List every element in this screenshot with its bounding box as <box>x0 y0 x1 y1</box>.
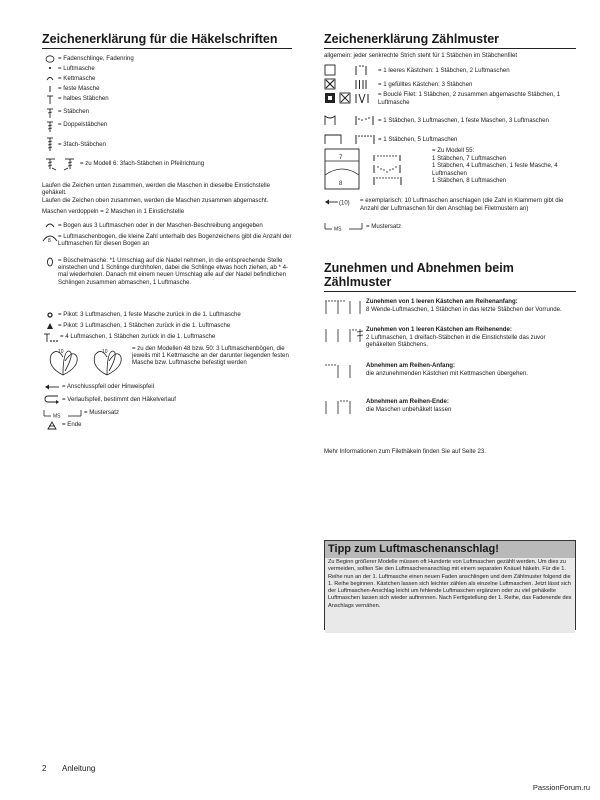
chart-key-row: = 1 Stäbchen, 5 Luftmaschen <box>324 131 576 147</box>
footer-label: Anleitung <box>62 764 96 773</box>
symbol-row: = feste Masche <box>42 85 292 95</box>
symbol-row: = Stäbchen <box>42 108 292 121</box>
tip-title: Tipp zum Luftmaschenanschlag! <box>325 541 575 558</box>
symbol-row: = Luftmasche <box>42 65 292 75</box>
symbol-row: = Kettmasche <box>42 75 292 85</box>
inc-dec-heading: Zunehmen und Abnehmen beim Zählmuster <box>324 261 576 292</box>
treble-icon <box>42 121 58 133</box>
svg-text:MS: MS <box>334 226 342 231</box>
chain-icon <box>42 65 58 71</box>
symbol-row: = halbes Stäbchen <box>42 95 292 108</box>
chart-key-row: (10) = exemplarisch: 10 Luftmaschen anschlagen (die Zahl in Klammern gibt die Anzahl der Luftmaschen für den Anschlag bei Filetmustern an) <box>324 197 576 219</box>
double-crochet-icon <box>42 108 58 119</box>
inc-end-icon <box>324 326 366 344</box>
page-number: 2 <box>42 764 47 773</box>
model55-icon <box>324 147 432 195</box>
symbol-row: 8 = Luftmaschenbogen, die kleine Zahl unterhalb des Bogenzeichens gibt die Anzahl der Luftmaschen für diesen Bogen an <box>42 233 292 257</box>
loops-10-icon <box>42 345 132 379</box>
right-column <box>324 32 576 456</box>
arc-8-icon <box>42 233 58 243</box>
symbol-row: = 4 Luftmaschen, 1 Stäbchen zurück in die 1. Luftmasche <box>42 333 292 345</box>
inc-dec-row: Zunehmen von 1 leeren Kästchen am Reihenende: 2 Luftmaschen, 1 dreifach-Stäbchen in die Einstichstelle das zuvor gehäkelten Stäbchens. <box>324 326 576 362</box>
symbol-row: = Ende <box>42 420 292 431</box>
pattern-repeat-icon <box>324 222 366 231</box>
puff-stitch-icon <box>42 257 58 267</box>
picot-icon <box>42 311 58 319</box>
half-double-icon <box>42 95 58 105</box>
chain-stitch-icon <box>42 333 60 343</box>
symbol-row: = Anschlusspfeil oder Hinweispfeil <box>42 381 292 393</box>
svg-text:8: 8 <box>48 237 51 243</box>
pattern-repeat-icon <box>42 409 84 418</box>
symbol-row: = zu Modell 6: 3fach-Stäbchen in Pfeilrichtung <box>42 154 292 174</box>
symbol-row: = Fadenschlinge, Fadenring <box>42 55 292 65</box>
symbol-row: = 3fach-Stäbchen <box>42 135 292 154</box>
filled-box-icon <box>324 78 378 90</box>
svg-text:10: 10 <box>58 348 64 355</box>
symbol-row: = Büschelmasche: *1 Umschlag auf die Nadel nehmen, in die entsprechende Stelle einstechen und 1 Schlinge durchholen, dabei die Schlinge etwas hoch ziehen, ab * 4-mal wiederholen. Danach mit einem neuen Umschlag alle auf der Nadel befindlichen Schlingen zusammen abmaschen, 1 Luftmasche. <box>42 257 292 311</box>
chart-key-row: = 1 gefülltes Kästchen: 3 Stäbchen <box>324 77 576 91</box>
chart-key-row: 7 8 = Zu Modell 55: 1 Stäbchen, 7 Luftmaschen 1 Stäbchen, 4 Luftmaschen, 1 feste Masche, 4 Luftmaschen 1 Stäbchen, 8 Luftmaschen <box>324 147 576 197</box>
wide-box-icon <box>324 133 378 145</box>
symbol-row: MS = Mustersatz <box>42 407 292 420</box>
tip-box <box>324 540 576 630</box>
para-text: Laufen die Zeichen oben zusammen, werden die Maschen zusammen abgemascht. <box>42 196 269 204</box>
left-column <box>42 32 292 431</box>
dec-end-icon <box>324 398 366 416</box>
direction-arrow-icon <box>42 394 62 406</box>
symbol-row: = Pikot: 3 Luftmaschen, 1 Stäbchen zurück in die 1. Luftmasche <box>42 322 292 333</box>
svg-text:7: 7 <box>339 155 343 162</box>
svg-text:MS: MS <box>53 413 61 418</box>
arc-icon <box>42 222 58 228</box>
loop-icon <box>42 55 58 63</box>
inc-start-icon <box>324 298 366 316</box>
inc-dec-row: Zunehmen von 1 leeren Kästchen am Reihenanfang: 8 Wende-Luftmaschen, 1 Stäbchen in das letzte Stäbchen der Vorrunde. <box>324 298 576 326</box>
inc-dec-row: Abnehmen am Reihen-Anfang: die anzunehmenden Kästchen mit Kettmaschen übergehen. <box>324 362 576 398</box>
chain-count-icon <box>324 197 360 207</box>
chart-key-row: = 1 Stäbchen, 3 Luftmaschen, 1 feste Maschen, 3 Luftmaschen <box>324 109 576 131</box>
symbol-row: = Pikot: 3 Luftmaschen, 1 feste Masche zurück in die 1. Luftmasche <box>42 311 292 322</box>
para-text: Laufen die Zeichen unten zusammen, werden die Maschen in dieselbe Einstichstelle gehäkelt. <box>42 182 270 197</box>
para-text: Maschen verdoppeln = 2 Maschen in 1 Einstichstelle <box>42 208 185 216</box>
more-info-text: Mehr Informationen zum Filethäkeln finden Sie auf Seite 23. <box>324 448 486 456</box>
end-icon <box>42 421 62 430</box>
boucle-box-icon <box>324 91 378 105</box>
picot-triangle-icon <box>42 322 58 330</box>
svg-text:8: 8 <box>339 181 343 188</box>
tip-body: Zu Beginn größerer Modelle müssen oft Hunderte von Luftmaschen gezählt werden. Um dies zu vermeiden, sollten Sie den Luftmaschenanschlag mit einem separaten Knäuel häkeln. Für die 1. Reihe nun an der 1. Luftmasche einen neuen Faden anschlingen und dem Zählmuster folgend die 1. Reihe beginnen. Kästchen lassen sich leichter zählen als einzelne Luftmaschen. Jetzt lässt sich der Luftmaschen-Anschlag leicht um fehlende Luftmaschen ergänzen oder zu viel gehäkelte Luftmaschen lassen sich wieder auftrennen. Nach Fertigstellung der 1. Reihe, das Fadenende des Anschlags vernähen. <box>325 558 575 633</box>
chart-key-row: = 1 leeres Kästchen: 1 Stäbchen, 2 Luftmaschen <box>324 63 576 77</box>
symbol-row: = Verlaufspfeil, bestimmt den Häkelverlauf <box>42 393 292 407</box>
chart-key-row: = Bouclé Filet: 1 Stäbchen, 2 zusammen abgemaschte Stäbchen, 1 Luftmasche <box>324 91 576 109</box>
dec-start-icon <box>324 362 366 380</box>
watermark: PassionForum.ru <box>532 783 590 792</box>
connect-arrow-icon <box>42 383 62 391</box>
single-crochet-icon <box>42 85 58 93</box>
triple-treble-icon <box>42 137 58 152</box>
left-heading: Zeichenerklärung für die Häkelschriften <box>42 32 292 49</box>
symbol-row: = Bogen aus 3 Luftmaschen oder in der Maschen-Beschreibung angegeben <box>42 222 292 233</box>
symbol-row: = Doppelstäbchen <box>42 121 292 135</box>
right-heading: Zeichenerklärung Zählmuster <box>324 32 576 49</box>
slip-stitch-icon <box>42 75 58 81</box>
chart-key-row: MS = Mustersatz <box>324 219 576 233</box>
intro-text: allgemein: jeder senkrechte Strich steht für 1 Stäbchen im Stäbchenfilet <box>324 52 518 59</box>
empty-box-icon <box>324 64 378 76</box>
arch-icon <box>324 114 378 126</box>
arrow-treble-icon <box>42 157 80 171</box>
symbol-row: 10 10 = zu den Modellen 48 bzw. 50: 3 Luftmaschenbögen, die jeweils mit 1 Kettmasche an der darunter liegenden festen Masche bzw. Luftmasche befestigt werden <box>42 345 292 381</box>
svg-text:10: 10 <box>102 348 108 355</box>
inc-dec-row: Abnehmen am Reihen-Ende: die Maschen unbehäkelt lassen <box>324 398 576 434</box>
svg-text:(10): (10) <box>339 200 350 207</box>
